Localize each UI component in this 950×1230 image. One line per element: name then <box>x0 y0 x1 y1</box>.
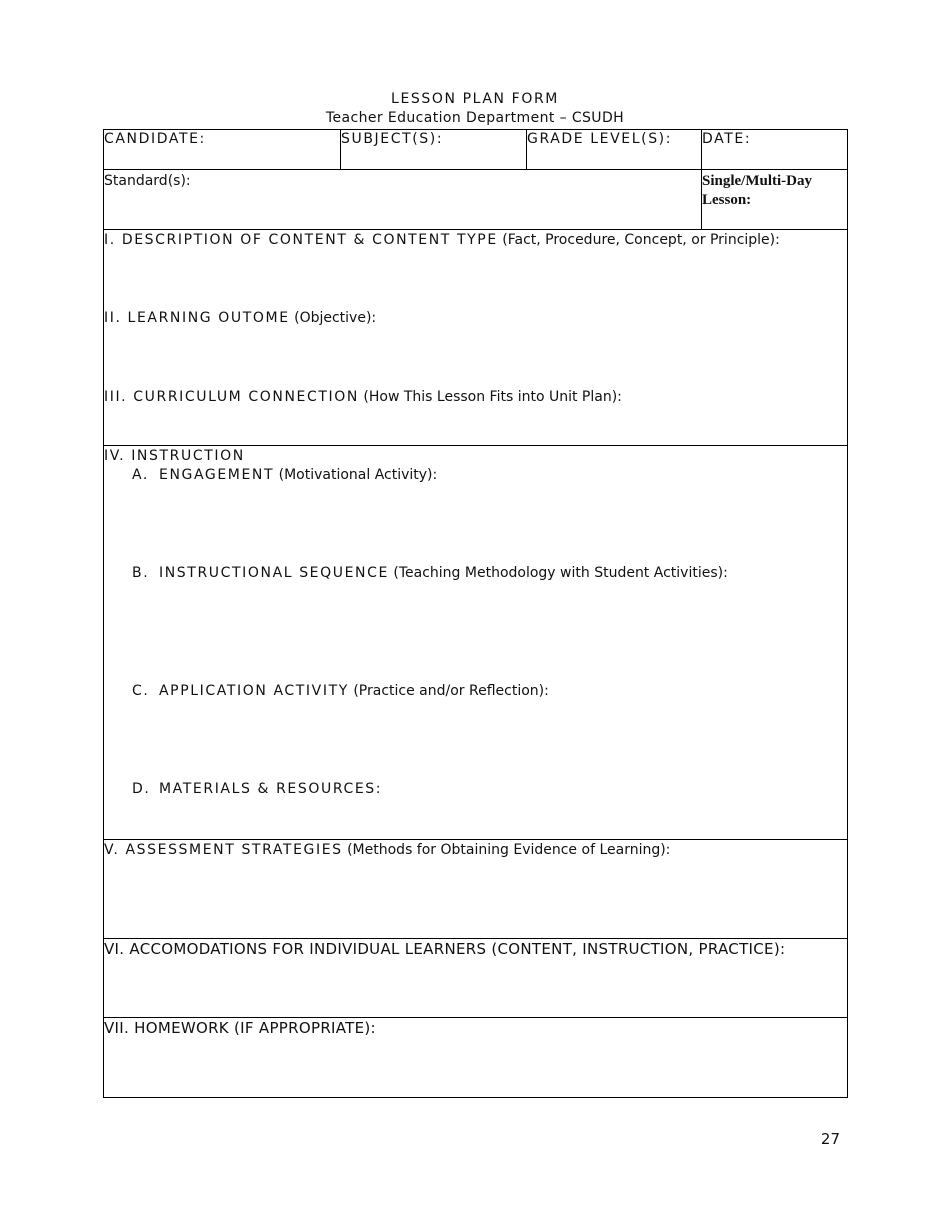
standards-field[interactable] <box>104 170 702 230</box>
assessment-row <box>104 840 848 939</box>
standards-row <box>104 170 848 230</box>
content-section[interactable] <box>104 230 848 446</box>
subjects-field[interactable] <box>341 130 527 170</box>
date-label: DATE: <box>702 131 752 147</box>
date-field[interactable] <box>702 130 848 170</box>
homework-row <box>104 1018 848 1098</box>
page-number: 27 <box>820 1130 840 1148</box>
grade-level-field[interactable] <box>527 130 702 170</box>
accommodations-row <box>104 939 848 1018</box>
form-title: LESSON PLAN FORM <box>391 91 559 107</box>
standards-label: Standard(s): <box>104 173 191 189</box>
materials-resources-label: D. MATERIALS & RESOURCES: <box>132 781 383 797</box>
homework-label: VII. HOMEWORK (IF APPROPRIATE): <box>104 1019 376 1037</box>
lesson-type-label: Single/Multi-Day Lesson: <box>702 173 813 208</box>
accommodations-section[interactable] <box>104 939 848 1018</box>
instruction-row <box>104 446 848 840</box>
content-section-row <box>104 230 848 446</box>
lesson-plan-table <box>103 129 848 1098</box>
engagement-label: A. ENGAGEMENT (Motivational Activity): <box>132 467 438 483</box>
homework-section[interactable] <box>104 1018 848 1098</box>
subjects-label: SUBJECT(S): <box>341 131 444 147</box>
grade-level-label: GRADE LEVEL(S): <box>527 131 673 147</box>
assessment-label: V. ASSESSMENT STRATEGIES (Methods for Obtaining Evidence of Learning): <box>104 842 671 858</box>
assessment-section[interactable] <box>104 840 848 939</box>
application-activity-label: C. APPLICATION ACTIVITY (Practice and/or Reflection): <box>132 683 549 699</box>
instruction-heading: IV. INSTRUCTION <box>104 448 245 464</box>
lesson-type-field[interactable] <box>702 170 848 230</box>
candidate-field[interactable] <box>104 130 341 170</box>
header-info-row <box>104 130 848 170</box>
accommodations-label: VI. ACCOMODATIONS FOR INDIVIDUAL LEARNERS (CONTENT, INSTRUCTION, PRACTICE): <box>104 940 786 958</box>
curriculum-connection-label: III. CURRICULUM CONNECTION (How This Lesson Fits into Unit Plan): <box>104 389 622 405</box>
candidate-label: CANDIDATE: <box>104 131 206 147</box>
form-subtitle: Teacher Education Department – CSUDH <box>325 110 625 126</box>
instructional-sequence-label: B. INSTRUCTIONAL SEQUENCE (Teaching Methodology with Student Activities): <box>132 565 728 581</box>
learning-outcome-label: II. LEARNING OUTOME (Objective): <box>104 310 377 326</box>
instruction-section[interactable] <box>104 446 848 840</box>
description-label: I. DESCRIPTION OF CONTENT & CONTENT TYPE (Fact, Procedure, Concept, or Principle): <box>104 232 780 248</box>
